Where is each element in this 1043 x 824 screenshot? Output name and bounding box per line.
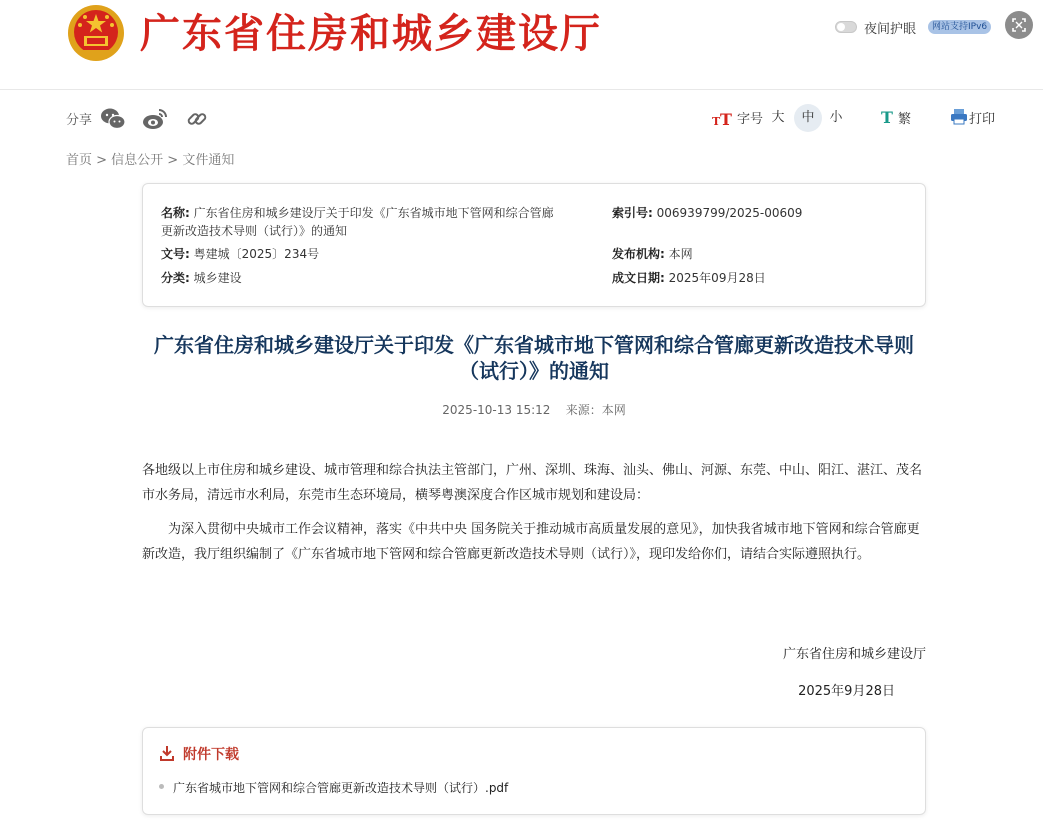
svg-text:T: T (712, 115, 721, 127)
article-paragraph-recipients: 各地级以上市住房和城乡建设、城市管理和综合执法主管部门，广州、深圳、珠海、汕头、佛山、河源、东莞、中山、阳江、湛江、茂名市水务局，清远市水利局，东莞市生态环境局，横琴粤澳深度合作区城市规划和建设局： (142, 463, 923, 503)
font-size-small[interactable]: 小 (829, 110, 843, 125)
meta-category-key: 分类: (161, 271, 190, 285)
night-mode-toggle[interactable] (835, 21, 857, 33)
traditional-chinese-icon (880, 108, 896, 126)
expand-icon (1005, 11, 1033, 39)
attachment-box (142, 727, 926, 815)
share-label: 分享 (66, 113, 93, 128)
print-icon (950, 108, 968, 125)
list-bullet (159, 784, 164, 789)
meta-index-key: 索引号: (612, 206, 653, 220)
document-meta-box (142, 183, 926, 307)
font-size-label: 字号 (737, 112, 764, 127)
wechat-icon[interactable] (100, 107, 126, 131)
font-size-icon (712, 109, 734, 127)
article-paragraph-body: 为深入贯彻中央城市工作会议精神，落实《中共中央 国务院关于推动城市高质量发展的意见》，加快我省城市地下管网和综合管廊更新改造，我厅组织编制了《广东省城市地下管网和综合管廊更新改造技术导则（试行）》，现印发给你们，请结合实际遵照执行。 (142, 522, 920, 562)
accessibility-button[interactable] (1005, 11, 1033, 39)
ipv6-badge: 网站支持IPv6 (928, 20, 991, 34)
attachment-title: 附件下载 (183, 747, 239, 763)
meta-name (161, 204, 591, 240)
article-title: 广东省住房和城乡建设厅关于印发《广东省城市地下管网和综合管廊更新改造技术导则（试行）》的通知 (154, 333, 914, 383)
svg-text:T: T (720, 110, 732, 127)
meta-publisher-key: 发布机构: (612, 247, 665, 261)
meta-date-value: 2025年09月28日 (668, 271, 766, 285)
meta-category (161, 269, 242, 287)
article-datetime: 2025-10-13 15:12 (442, 403, 551, 417)
meta-date-key: 成文日期: (612, 271, 665, 285)
font-size-large[interactable]: 大 (771, 110, 785, 125)
toggle-knob (837, 23, 845, 31)
meta-date (612, 269, 766, 287)
meta-name-key: 名称: (161, 206, 190, 220)
site-header (0, 0, 1043, 90)
national-emblem-icon (66, 3, 126, 65)
article-byline (142, 401, 926, 418)
font-size-medium[interactable]: 中 (794, 104, 822, 132)
meta-docno (161, 245, 319, 263)
meta-index-value: 006939799/2025-00609 (656, 206, 803, 220)
meta-docno-value: 粤建城〔2025〕234号 (193, 247, 320, 261)
meta-publisher-value: 本网 (668, 247, 693, 261)
meta-publisher (612, 245, 693, 263)
night-mode-label[interactable]: 夜间护眼 (864, 22, 917, 37)
meta-name-value-line1: 广东省住房和城乡建设厅关于印发《广东省城市地下管网和综合管廊 (193, 206, 554, 220)
meta-category-value: 城乡建设 (193, 271, 242, 285)
article-source: 来源：本网 (565, 403, 626, 417)
traditional-chinese-button[interactable]: 繁 (898, 112, 912, 127)
download-icon (160, 745, 174, 761)
print-button[interactable]: 打印 (969, 112, 996, 127)
svg-text:T: T (881, 108, 893, 126)
link-icon[interactable] (184, 107, 210, 131)
attachment-link[interactable]: 广东省城市地下管网和综合管廊更新改造技术导则（试行）.pdf (173, 781, 509, 795)
site-title[interactable]: 广东省住房和城乡建设厅 (140, 10, 602, 57)
meta-name-value-line2: 更新改造技术导则（试行）》的通知 (161, 224, 348, 238)
weibo-icon[interactable] (142, 107, 168, 131)
article-sign-date: 2025年9月28日 (798, 684, 895, 699)
breadcrumb[interactable]: 首页 > 信息公开 > 文件通知 (66, 153, 235, 168)
meta-index (612, 204, 802, 222)
article-signature: 广东省住房和城乡建设厅 (782, 647, 926, 662)
meta-docno-key: 文号: (161, 247, 190, 261)
